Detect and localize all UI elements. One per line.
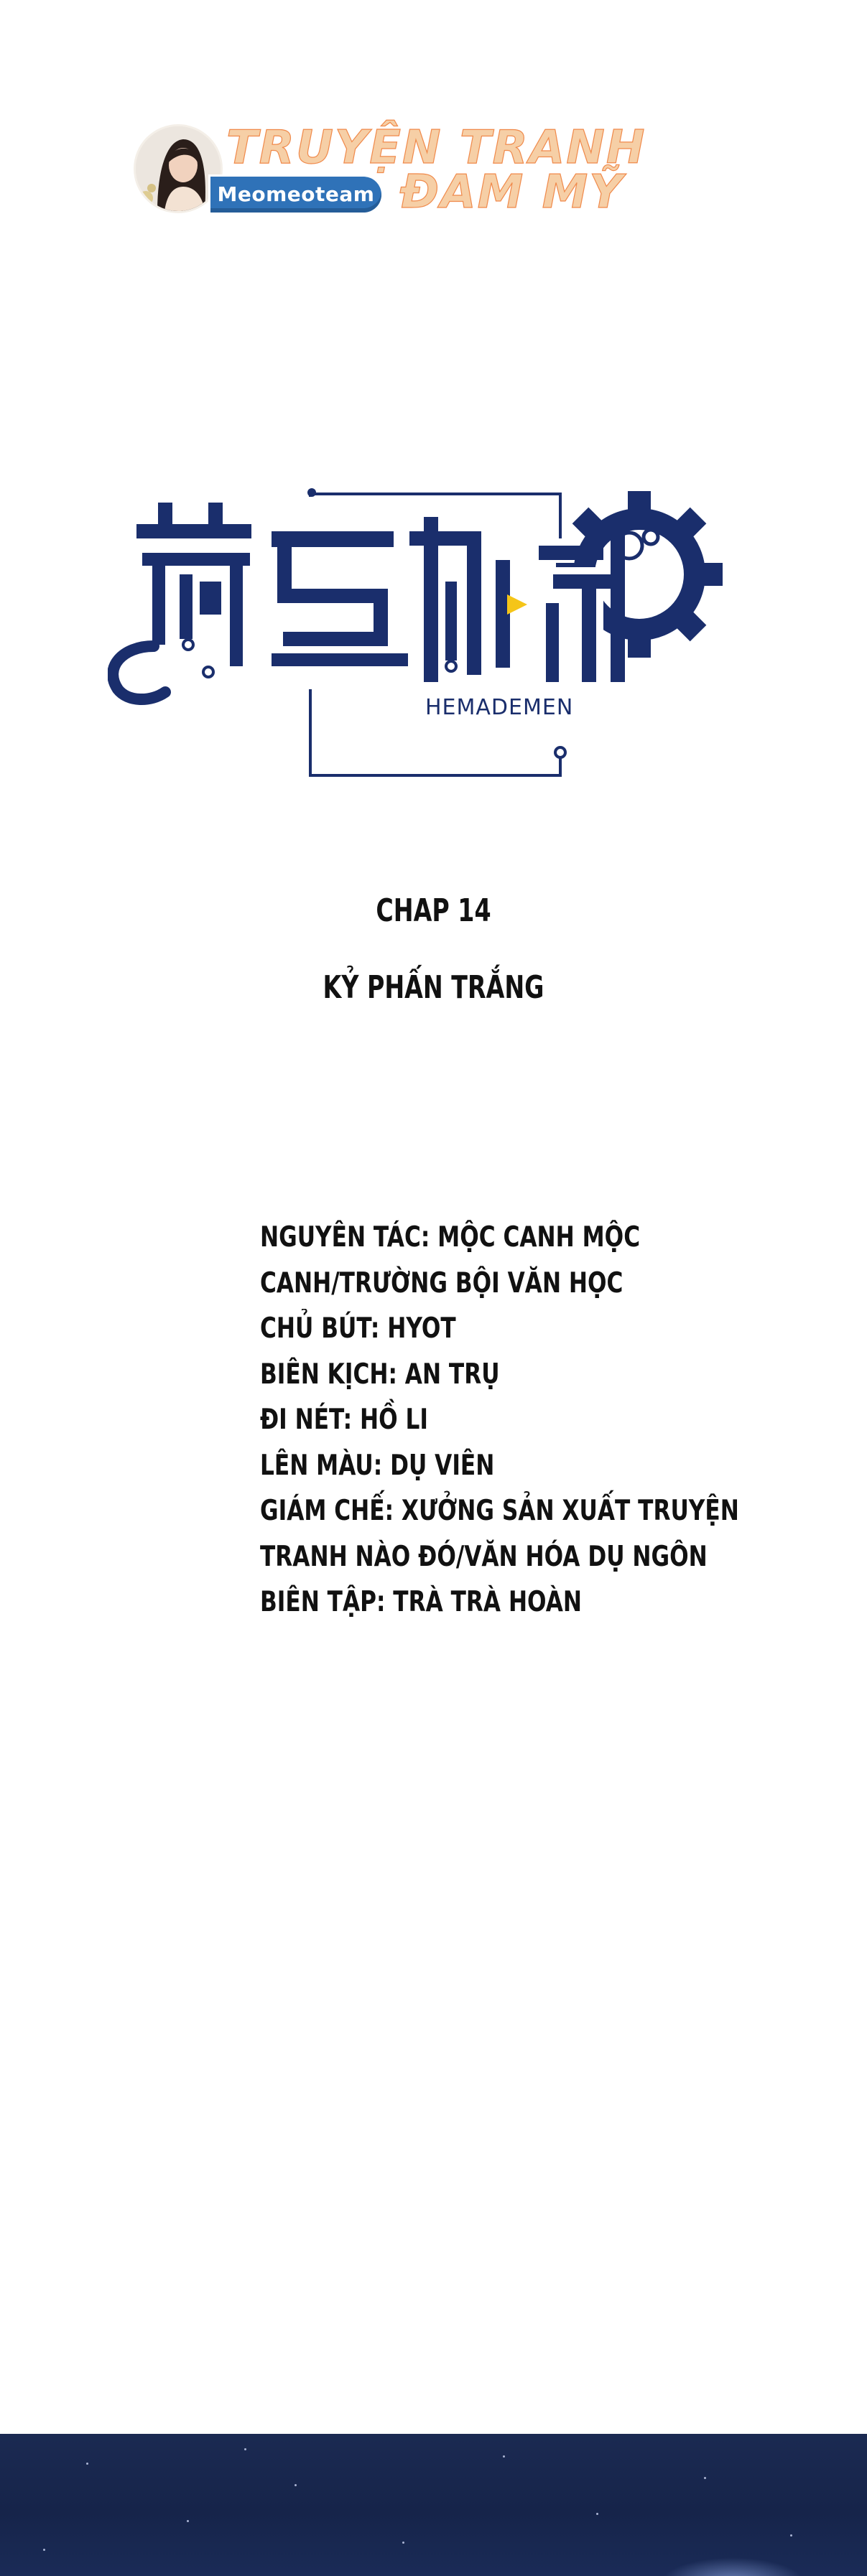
moon-glow bbox=[661, 2557, 805, 2576]
credits-list bbox=[260, 1215, 806, 1625]
watermark-title-line1: TRUYỆN TRANH bbox=[226, 121, 646, 174]
credit-line: BIÊN TẬP: TRÀ TRÀ HOÀN bbox=[260, 1586, 582, 1618]
chapter-title: KỶ PHẤN TRẮNG bbox=[323, 969, 544, 1006]
credit-line: TRANH NÀO ĐÓ/VĂN HÓA DỤ NGÔN bbox=[260, 1540, 708, 1573]
night-sky-panel bbox=[0, 2434, 867, 2576]
watermark-team-badge: Meomeoteam bbox=[210, 177, 381, 213]
credit-line: LÊN MÀU: DỤ VIÊN bbox=[260, 1449, 495, 1482]
credit-line: BIÊN KỊCH: AN TRỤ bbox=[260, 1358, 500, 1391]
team-watermark bbox=[133, 121, 646, 223]
girl-portrait-avatar-icon bbox=[136, 126, 221, 211]
series-logo-graphic bbox=[108, 474, 769, 790]
series-logo bbox=[108, 474, 769, 790]
logo-latin-name: HEMADEMEN bbox=[425, 695, 574, 720]
credit-line: GIÁM CHẾ: XƯỞNG SẢN XUẤT TRUYỆN bbox=[260, 1495, 739, 1527]
credit-line: NGUYÊN TÁC: MỘC CANH MỘC bbox=[260, 1221, 641, 1254]
chapter-number: CHAP 14 bbox=[376, 892, 491, 929]
watermark-title-line2: ĐAM MỸ bbox=[400, 166, 624, 219]
credit-line: CHỦ BÚT: HYOT bbox=[260, 1312, 456, 1345]
credit-line: ĐI NÉT: HỒ LI bbox=[260, 1404, 428, 1436]
credit-line: CANH/TRƯỜNG BỘI VĂN HỌC bbox=[260, 1266, 623, 1299]
